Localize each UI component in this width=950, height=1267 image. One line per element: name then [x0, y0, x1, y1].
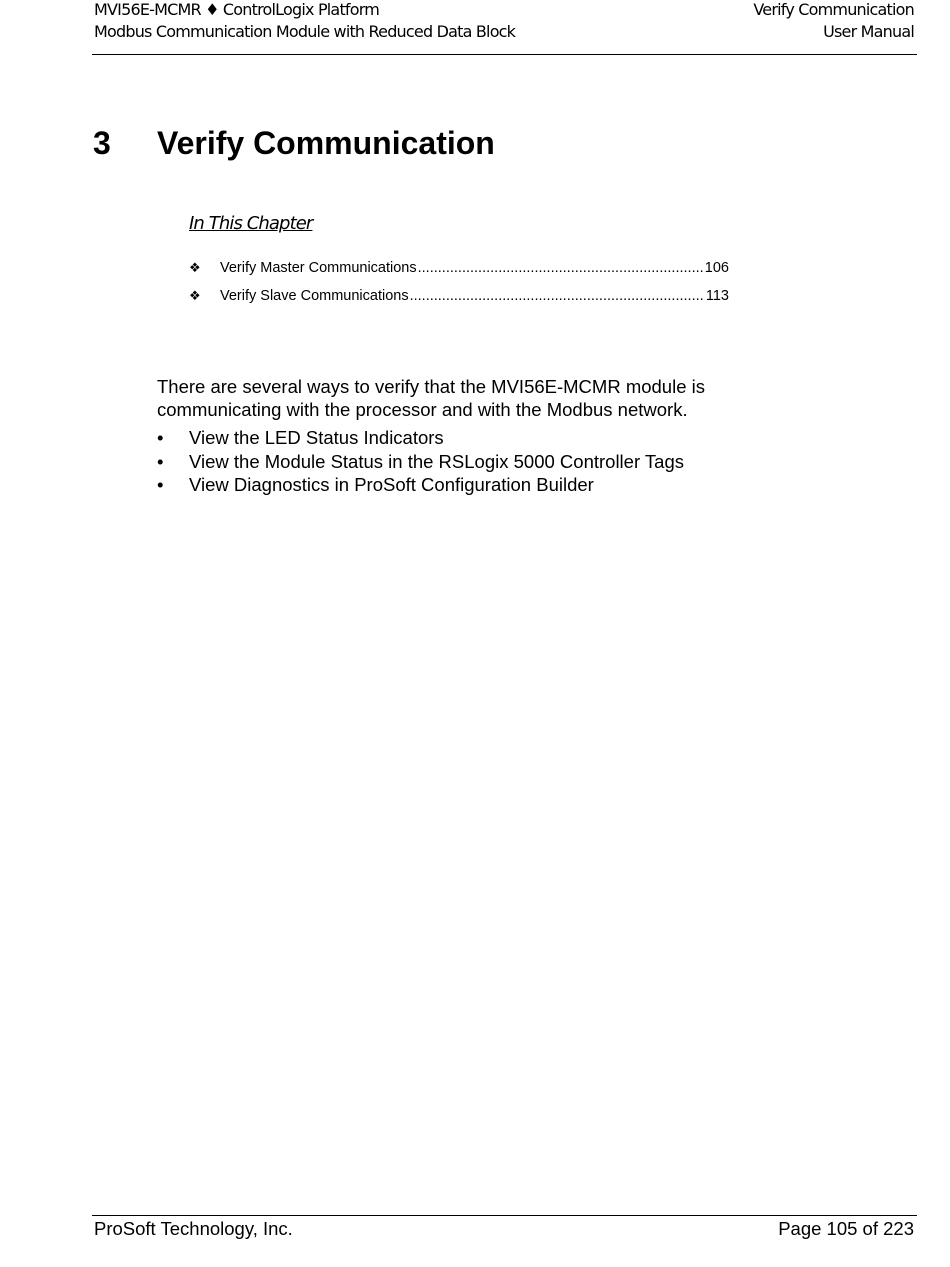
chapter-number: 3 — [93, 125, 111, 161]
in-this-chapter-heading: In This Chapter — [189, 213, 313, 234]
list-item-text: View Diagnostics in ProSoft Configuration Builder — [189, 474, 594, 495]
bullet-icon: • — [157, 474, 164, 495]
toc-entry-page[interactable]: 113 — [705, 288, 729, 304]
verification-methods-list — [157, 426, 684, 497]
list-item-text: View the Module Status in the RSLogix 5000 Controller Tags — [189, 450, 685, 472]
chapter-toc — [189, 258, 729, 314]
list-item — [157, 426, 684, 450]
footer-company: ProSoft Technology, Inc. — [94, 1218, 293, 1239]
bullet-icon: • — [157, 427, 164, 448]
toc-leader-dots — [410, 286, 705, 306]
page-header — [92, 0, 917, 55]
toc-entry[interactable] — [189, 258, 729, 286]
footer-page-number: Page 105 of 223 — [778, 1218, 914, 1239]
toc-entry[interactable] — [189, 286, 729, 314]
list-item-text: View the LED Status Indicators — [189, 427, 444, 448]
chapter-title: Verify Communication — [157, 125, 495, 161]
diamond-bullet-icon: ❖ — [189, 288, 201, 303]
intro-paragraph: There are several ways to verify that the MVI56E-MCMR module is communicating with the processor and with the Modbus network. — [157, 376, 705, 420]
toc-entry-label[interactable]: Verify Slave Communications — [220, 288, 409, 304]
bullet-icon: • — [157, 450, 164, 472]
toc-entry-label[interactable]: Verify Master Communications — [220, 260, 417, 276]
diamond-bullet-icon: ❖ — [189, 260, 201, 275]
header-section: Verify Communication — [753, 0, 914, 19]
header-subtitle: Modbus Communication Module with Reduced Data Block — [94, 22, 516, 41]
header-product: MVI56E-MCMR ♦ ControlLogix Platform — [94, 0, 380, 19]
list-item — [157, 473, 684, 497]
list-item — [157, 450, 684, 474]
header-doc-type: User Manual — [823, 22, 914, 41]
page-footer — [92, 1215, 917, 1239]
toc-leader-dots — [418, 258, 704, 278]
toc-entry-page[interactable]: 106 — [704, 260, 729, 276]
